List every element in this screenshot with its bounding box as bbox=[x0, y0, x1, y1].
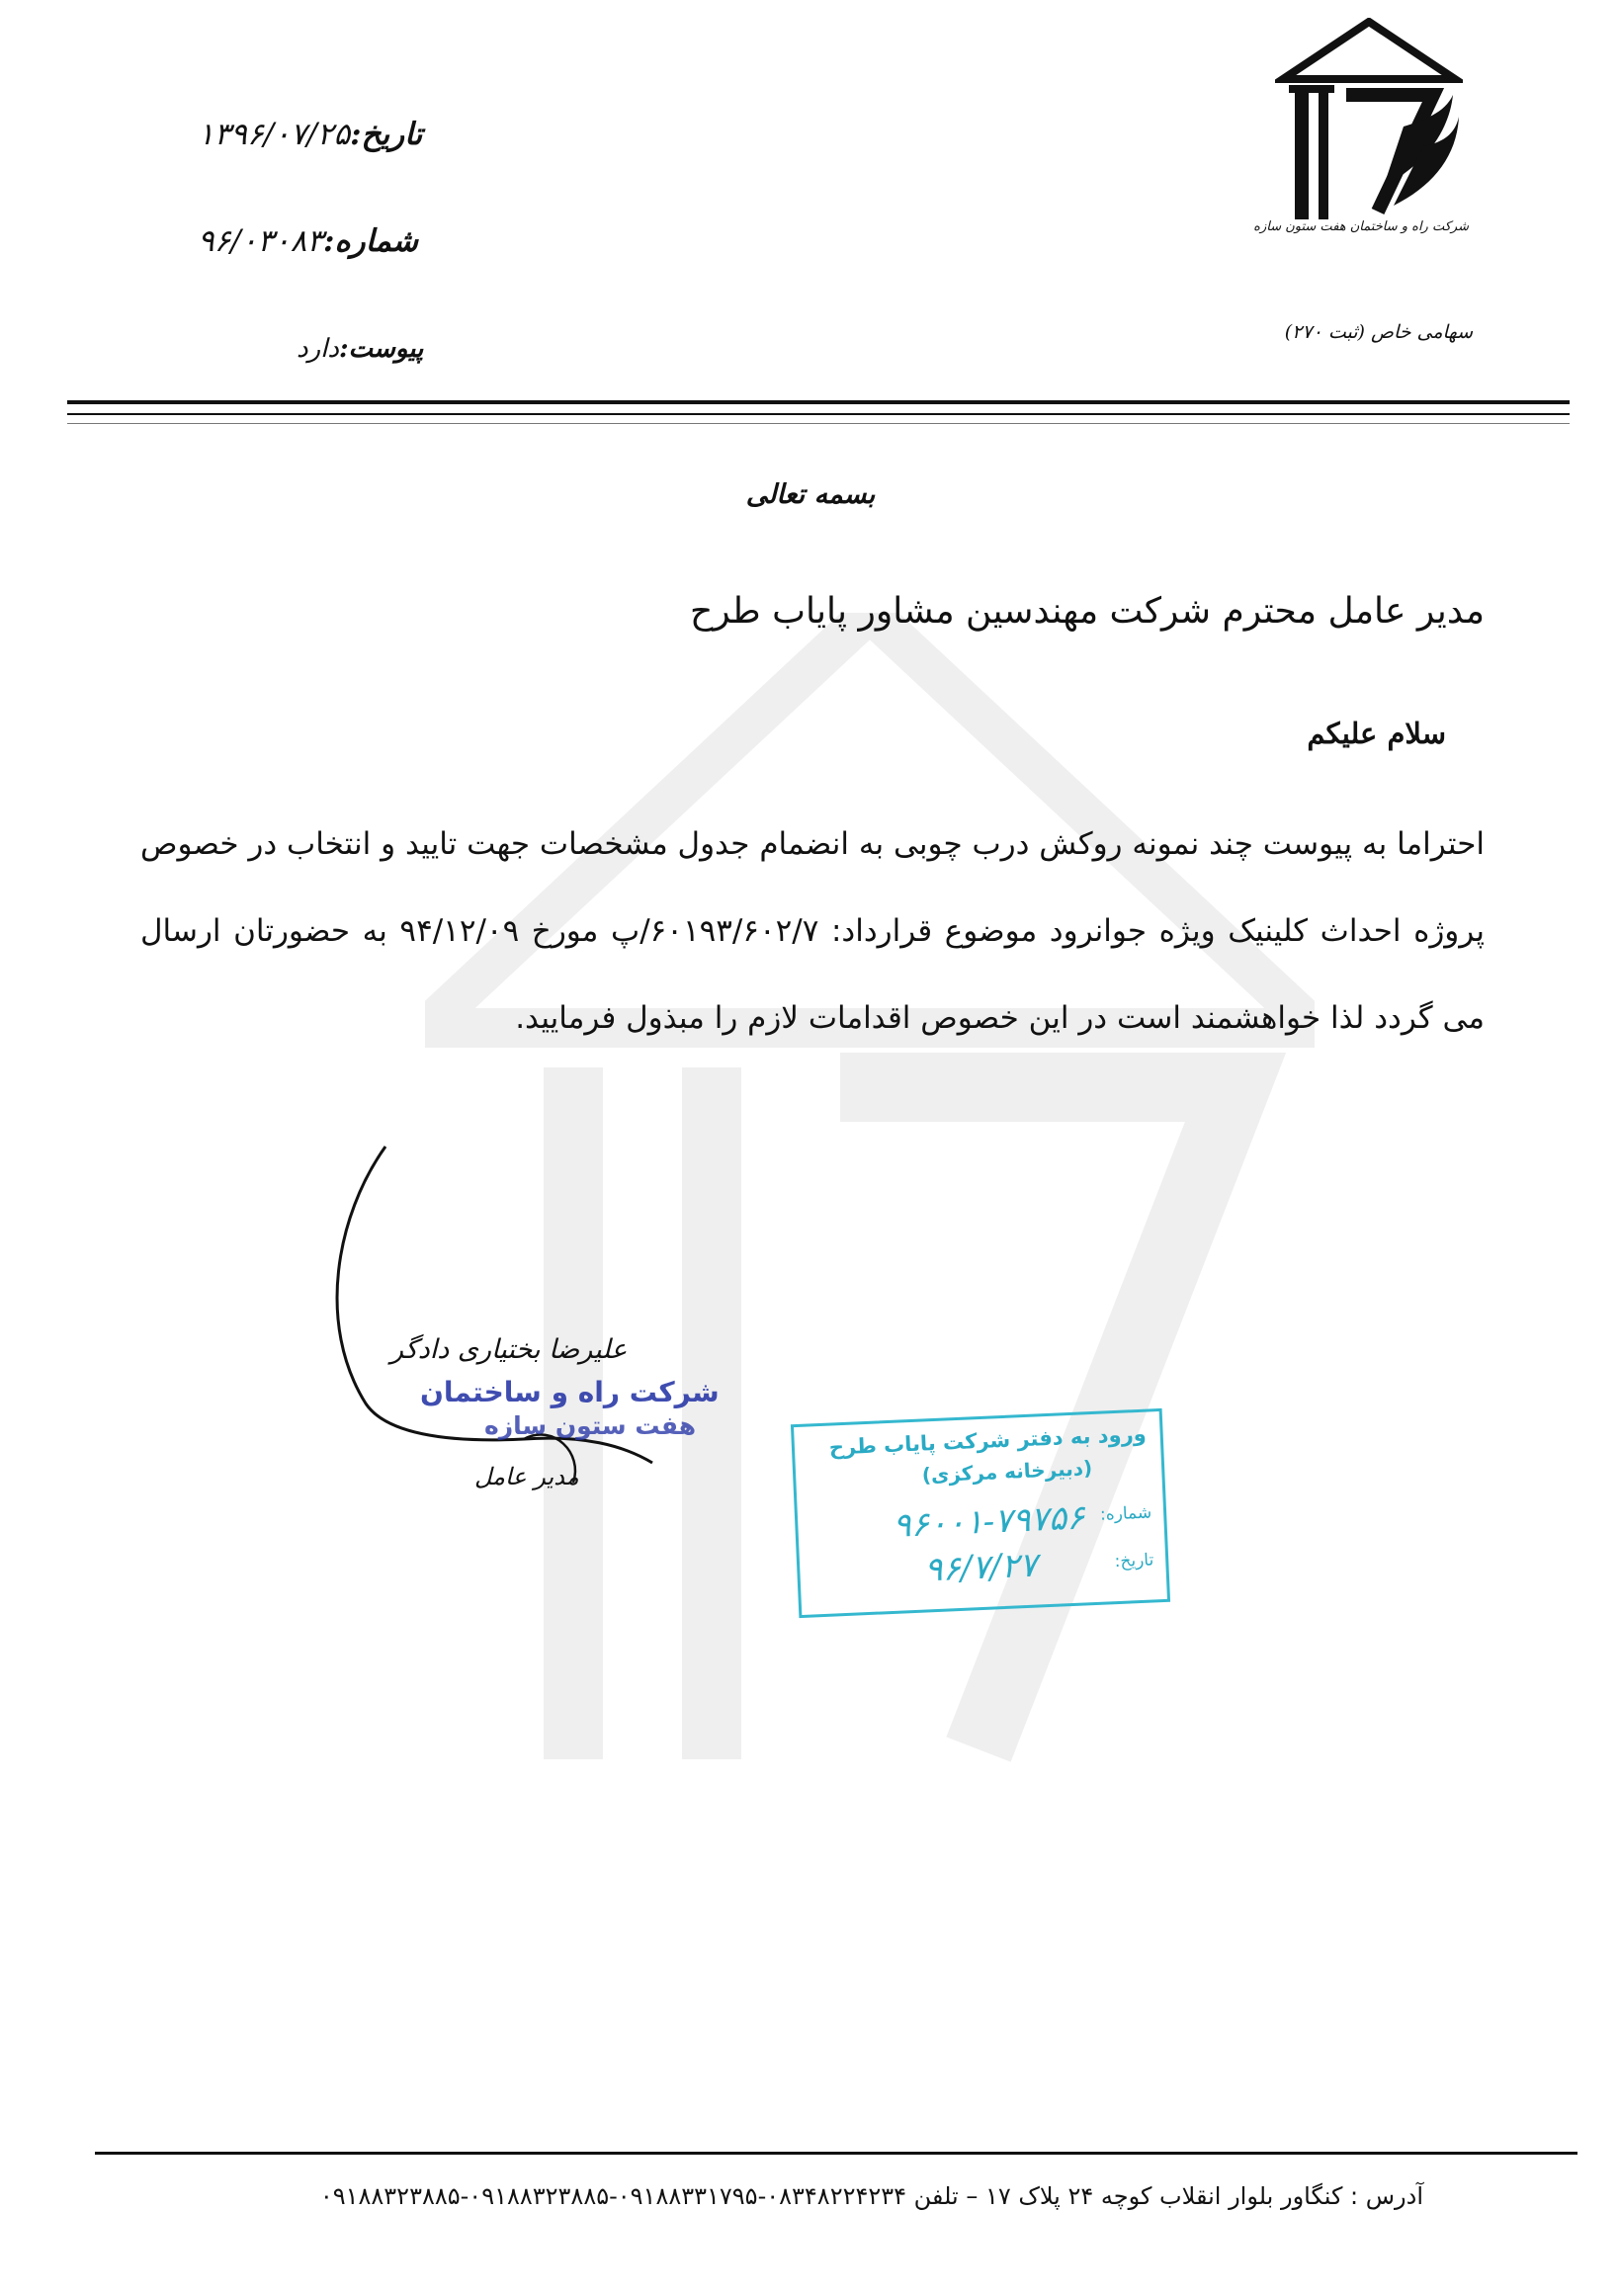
number-value: ۹۶/۰۳۰۸۳ bbox=[198, 223, 323, 259]
greeting: سلام علیکم bbox=[1307, 717, 1446, 750]
signatory-name: علیرضا بختیاری دادگر bbox=[390, 1334, 628, 1365]
company-logo bbox=[1275, 18, 1463, 245]
attachment-label: پیوست: bbox=[338, 334, 424, 364]
receipt-date-label: تاریخ: bbox=[1114, 1550, 1154, 1573]
receipt-number-label: شماره: bbox=[1099, 1502, 1152, 1525]
header-rule-top bbox=[67, 400, 1570, 404]
registration-info: سهامی خاص (ثبت ۲۷۰) bbox=[1284, 321, 1473, 343]
footer-rule bbox=[95, 2152, 1577, 2155]
date-label: تاریخ: bbox=[350, 117, 423, 152]
letter-number bbox=[198, 223, 455, 259]
letter-date bbox=[198, 117, 455, 152]
signatory-title: مدیر عامل bbox=[474, 1463, 579, 1490]
signature-stamp-line1: شرکت راه و ساختمان bbox=[420, 1376, 720, 1408]
bismillah: بسمه تعالی bbox=[745, 479, 876, 510]
header-rule-bottom bbox=[67, 413, 1570, 415]
company-logo-caption: شرکت راه و ساختمان هفت ستون سازه bbox=[1253, 219, 1469, 234]
header-rule-thin bbox=[67, 423, 1570, 424]
number-label: شماره: bbox=[323, 223, 418, 259]
receipt-stamp bbox=[791, 1408, 1170, 1618]
receipt-stamp-subtitle: (دبیرخانه مرکزی) bbox=[921, 1456, 1093, 1488]
receipt-date-value: ۹۶/۷/۲۷ bbox=[923, 1545, 1039, 1590]
recipient-line: مدیر عامل محترم شرکت مهندسین مشاور پایاب طرح bbox=[689, 591, 1485, 632]
letter-body: احتراما به پیوست چند نمونه روکش درب چوبی به انضمام جدول مشخصات جهت تایید و انتخاب در خصوص پروژه احداث کلینیک ویژه جوانرود موضوع قرارداد: ۶۰۱۹۳/۶۰۲/۷/پ مورخ ۹۴/۱۲/۰۹ به حضورتان ارسال می گردد لذا خواهشمند است در این خصوص اقدامات لازم را مبذول فرمایید. bbox=[140, 826, 1485, 1036]
date-value: ۱۳۹۶/۰۷/۲۵ bbox=[198, 117, 351, 152]
footer-address: آدرس : کنگاور بلوار انقلاب کوچه ۲۴ پلاک ۱۷ – تلفن ۰۸۳۴۸۲۲۴۲۳۴-۰۹۱۸۸۳۳۱۷۹۵-۰۹۱۸۸۳۲۳۸۸۵-۰۹۱۸۸۳۲۳۸۸۵ bbox=[319, 2182, 1423, 2210]
letter-attachment bbox=[297, 334, 455, 364]
signature-stamp-line2: هفت ستون سازه bbox=[484, 1411, 697, 1440]
receipt-stamp-title: ورود به دفتر شرکت پایاب طرح bbox=[828, 1421, 1148, 1460]
attachment-value: دارد bbox=[297, 334, 339, 364]
receipt-number-value: ۹۶۰۰۱-۷۹۷۵۶ bbox=[892, 1497, 1086, 1546]
